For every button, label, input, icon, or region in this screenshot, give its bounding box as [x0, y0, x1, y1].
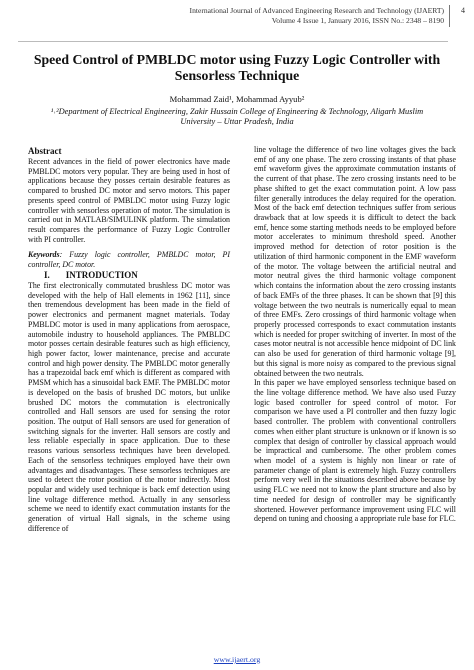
footer-url[interactable]: www.ijaert.org — [213, 655, 261, 664]
header-divider — [449, 5, 450, 27]
right-column — [254, 145, 456, 524]
introduction-title: INTRODUCTION — [65, 269, 138, 280]
introduction-heading — [28, 270, 230, 281]
header-rule — [18, 41, 448, 42]
paper-affiliation: ¹˒²Department of Electrical Engineering, Zakir Hussain College of Engineering & Technology, Aligarh Muslim University – Uttar Pradesh, India — [50, 107, 424, 126]
paper-title: Speed Control of PMBLDC motor using Fuzzy Logic Controller with Sensorless Technique — [33, 52, 441, 83]
introduction-number: I. — [44, 269, 50, 280]
abstract-text: Recent advances in the field of power electronics have made PMBLDC motors very popular. They are being used in host of applications because they posses certain desirable features as compared to brushed DC motor and servo motors. This paper presents speed control of PMBLDC motor using Fuzzy logic controller with sensorless operation of motor. The simulation is carried out in MATLAB/SIMULINK platform. The simulation result compares the performance of Fuzzy Logic Controller with PI controller. — [28, 157, 230, 244]
paper-authors: Mohammad Zaid¹, Mohammad Ayyub² — [169, 94, 305, 104]
keywords — [28, 250, 230, 269]
introduction-text-right-1: line voltage the difference of two line voltages gives the back emf of any one phase. The zero crossing instants of that phase emf waveform gives the approximate commutation instants of the current of that phase. The zero crossing instants need to be phase shifted to get the exact commutation point. A low pass filter generally introduces the delay required for the operation. Most of the back emf detection techniques suffer from serious drawback that at low speeds it is difficult to detect the back emf, hence some starting methods needs to be employed before motor accelerates to minimum threshold speed. Another improved method for detection of rotor position is the utilization of third harmonic component in the EMF waveform of the motor. The voltage between the artificial neutral and motor neutral gives the third harmonic voltage component which contains the information about the zero crossing instants of back EMFs of the three phases. It can be shown that [9] this voltage between the two neutrals is numerically equal to mean of three EMFs. Zero crossings of third harmonic voltage when properly processed corresponds to exact commutation instants which is needed for proper switching of inverter. In most of the cases motor neutral is not accessible hence midpoint of DC link can also be used for generation of third harmonic voltage [9], but this signal is more noisy as compared to the previous signal obtained between the two neutrals. — [254, 145, 456, 378]
left-column — [28, 146, 230, 534]
introduction-text-left: The first electronically commutated brushless DC motor was developed with the help of Hall elements in 1962 [11], since then tremendous development has been made in the field of power electronics and permanent magnet materials. Today PMBLDC motor is used in many applications from aerospace, automobile industry to household appliances. The PMBLDC motor posses certain desirable features such as high efficiency, high power factor, lower maintenance, precise and accurate control and high power density. The PMBLDC motor generally has a trapezoidal back emf which is different as compared with PMSM which has a sinusoidal back EMF. The PMBLDC motor is developed on the basis of brushed DC motors, but unlike brushed DC motors the commutation is electronically controlled and Hall sensors are used for sensing the rotor position. The output of Hall sensors are used for generation of switching signals for the inverter. Hall sensors are costly and less reliable especially in space application. Due to these reasons various sensorless techniques have been developed. Each of the sensorless techniques employed have their own advantages and disadvantages. These sensorless techniques are used to detect the rotor position of the motor indirectly. Most popular and widely used technique is back emf detection using line voltage difference method. Actually in any sensorless scheme we need to identify exact commutation instants for the generation of virtual Hall signals, in the scheme using difference of — [28, 280, 230, 533]
journal-name: International Journal of Advanced Engineering Research and Technology (IJAERT) — [189, 6, 444, 15]
keywords-text: : Fuzzy logic controller, PMBLDC motor, PI controller, DC motor. — [28, 250, 230, 270]
page-number: 4 — [461, 6, 465, 15]
journal-info — [190, 6, 444, 25]
journal-issue: Volume 4 Issue 1, January 2016, ISSN No.: 2348 – 8190 — [271, 15, 444, 25]
abstract-heading: Abstract — [28, 146, 62, 156]
introduction-text-right-2: In this paper we have employed sensorless technique based on the line voltage difference method. We have also used Fuzzy logic based controller for speed control of motor. For comparison we have used a PI controller and then fuzzy logic based controller. The problem with conventional controllers comes when either plant structure is unknown or if known is so complex that design of controller by classical approach would be impractical and cumbersome. The other problem comes when model of a system is highly non linear or rate of parameter change of plant is extremely high. Fuzzy controllers perform very well in the situations described above because by using FLC we need not to know the plant structure and also by time needed for design of controller may be significantly shortened. However performance improvement using FLC will depend on tuning and choosing a appropriate rule base for FLC. — [254, 378, 456, 524]
keywords-label: Keywords — [28, 250, 60, 260]
page-header — [0, 3, 474, 43]
